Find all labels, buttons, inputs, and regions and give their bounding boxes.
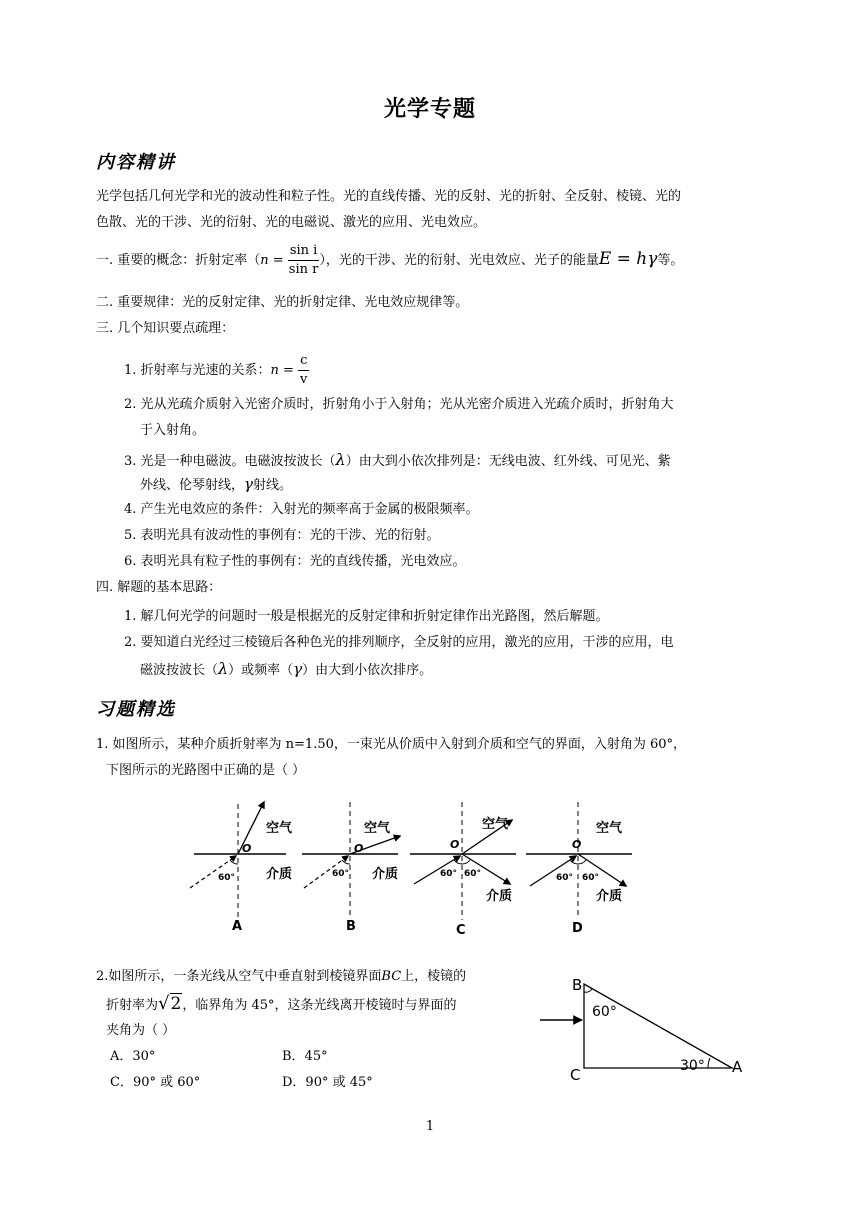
q2-option-c: C．90° 或 60° xyxy=(110,1075,201,1090)
item-4-2-text-c: ）由大到小依次排序。 xyxy=(302,663,433,678)
diagram-a-label: A xyxy=(232,919,243,934)
point-4: 四. 解题的基本思路： xyxy=(96,580,222,595)
item-3-2-line-2: 于入射角。 xyxy=(140,423,206,438)
vertex-b: B xyxy=(572,976,583,994)
intro-line-1: 光学包括几何光学和光的波动性和粒子性。光的直线传播、光的反射、光的折射、全反射、棱镜、光的 xyxy=(96,189,682,204)
diagram-a-medium: 介质 xyxy=(266,867,293,882)
vertex-a: A xyxy=(732,1058,743,1076)
q2-option-d: D．90° 或 45° xyxy=(282,1075,373,1090)
sqrt-symbol: √ xyxy=(158,993,170,1014)
item-3-1-prefix: 1. 折射率与光速的关系： xyxy=(124,363,271,378)
diagram-b-angle: 60° xyxy=(332,869,350,879)
diagram-c-medium: 介质 xyxy=(486,889,513,904)
sqrt-value: 2 xyxy=(170,994,182,1014)
q2-prism-diagram xyxy=(536,972,756,1086)
diagram-c xyxy=(410,802,516,938)
diagram-b xyxy=(302,802,400,934)
diagram-b-medium: 介质 xyxy=(372,867,399,882)
photon-energy: E = hγ xyxy=(598,249,658,269)
n-equals: n = xyxy=(260,253,284,268)
q1-line-1: 1. 如图所示，某种介质折射率为 n=1.50，一束光从价质中入射到介质和空气的界面，入射角为 60°， xyxy=(96,737,687,752)
q2-line-2 xyxy=(106,991,457,1019)
speed-fraction xyxy=(298,352,309,389)
item-3-3-line-2 xyxy=(140,471,292,499)
diagram-b-label: B xyxy=(346,919,356,934)
diagram-c-origin: O xyxy=(450,838,460,851)
item-3-3-text-b: ）由大到小依次排列是：无线电波、红外线、可见光、紫 xyxy=(345,454,671,469)
point-1-suffix: 等。 xyxy=(657,253,684,268)
diagram-d xyxy=(526,802,632,936)
item-3-1 xyxy=(124,352,309,389)
snell-denominator: sin r xyxy=(288,262,319,277)
q2-line-1 xyxy=(96,964,466,990)
item-4-2-line-2 xyxy=(140,656,432,684)
section-heading-exercises: 习题精选 xyxy=(96,699,176,720)
point-1-prefix: 一. 重要的概念：折射定率（ xyxy=(96,253,261,268)
intro-line-2: 色散、光的干涉、光的衍射、光的电磁说、激光的应用、光电效应。 xyxy=(96,215,487,230)
q2-bc: BC xyxy=(381,969,402,984)
item-4-1: 1. 解几何光学的问题时一般是根据光的反射定律和折射定律作出光路图，然后解题。 xyxy=(124,609,609,624)
diagram-c-air: 空气 xyxy=(482,817,509,832)
q2-option-b: B．45° xyxy=(282,1049,328,1064)
vertex-c: C xyxy=(570,1066,581,1084)
item-4-2-text-b: ）或频率（ xyxy=(228,663,294,678)
item-3-4: 4. 产生光电效应的条件：入射光的频率高于金属的极限频率。 xyxy=(124,502,479,517)
q2-text-a: 2.如图所示，一条光线从空气中垂直射到棱镜界面 xyxy=(96,969,382,984)
point-1-mid: ），光的干涉、光的衍射、光电效应、光子的能量 xyxy=(319,253,599,268)
q2-line-3: 夹角为（ ） xyxy=(106,1023,176,1038)
n-equals-2: n = xyxy=(270,363,294,378)
speed-denominator: v xyxy=(300,372,308,387)
lambda-symbol-2: λ xyxy=(218,659,229,678)
item-4-2-text-a: 磁波按波长（ xyxy=(140,663,219,678)
diagram-d-angle-right: 60° xyxy=(582,873,600,883)
q2-option-a: A．30° xyxy=(110,1049,156,1064)
diagram-a-angle: 60° xyxy=(218,873,236,883)
q2-text-b: 上，棱镜的 xyxy=(401,969,467,984)
prism-triangle xyxy=(584,984,732,1068)
item-3-2-line-1: 2. 光从光疏介质射入光密介质时，折射角小于入射角；光从光密介质进入光疏介质时，折射角大 xyxy=(124,397,674,412)
point-3: 三. 几个知识要点疏理： xyxy=(96,321,235,336)
diagram-c-angle-right: 60° xyxy=(464,869,482,879)
q2-text-c: 折射率为 xyxy=(106,998,159,1013)
angle-b-label: 60° xyxy=(592,1004,617,1020)
snell-fraction xyxy=(288,242,320,279)
diagram-d-air: 空气 xyxy=(596,821,623,836)
gamma-symbol-2: γ xyxy=(293,660,303,678)
diagram-c-label: C xyxy=(456,923,466,938)
lambda-symbol: λ xyxy=(335,450,346,469)
diagram-b-air: 空气 xyxy=(364,821,391,836)
item-3-3-text-c: 外线、伦琴射线， xyxy=(140,478,245,493)
item-3-6: 6. 表明光具有粒子性的事例有：光的直线传播，光电效应。 xyxy=(124,554,466,569)
item-4-2-line-1: 2. 要知道白光经过三棱镜后各种色光的排列顺序，全反射的应用，激光的应用，干涉的应用，电 xyxy=(124,635,674,650)
point-1 xyxy=(96,242,683,279)
diagram-d-label: D xyxy=(572,921,583,936)
point-2: 二. 重要规律：光的反射定律、光的折射定律、光电效应规律等。 xyxy=(96,295,469,310)
diagram-d-angle-left: 60° xyxy=(556,873,574,883)
snell-numerator: sin i xyxy=(288,242,320,261)
q2-text-d: ，临界角为 45°，这条光线离开棱镜时与界面的 xyxy=(182,998,457,1013)
diagram-d-origin: O xyxy=(572,838,582,851)
gamma-symbol: γ xyxy=(244,475,253,493)
q1-diagrams xyxy=(186,796,636,942)
item-3-3-text-d: 射线。 xyxy=(252,478,292,493)
diagram-a-origin: O xyxy=(242,842,252,855)
item-3-5: 5. 表明光具有波动性的事例有：光的干涉、光的衍射。 xyxy=(124,528,440,543)
diagram-c-angle-left: 60° xyxy=(440,869,458,879)
diagram-d-medium: 介质 xyxy=(596,889,623,904)
diagram-a xyxy=(190,802,293,934)
page-title: 光学专题 xyxy=(383,97,476,122)
angle-a-label: 30° xyxy=(680,1058,705,1074)
section-heading-content: 内容精讲 xyxy=(96,152,176,173)
diagram-b-origin: O xyxy=(354,842,364,855)
page-number: 1 xyxy=(425,1119,435,1134)
speed-numerator: c xyxy=(298,352,309,371)
q1-line-2: 下图所示的光路图中正确的是（ ） xyxy=(106,763,306,778)
diagram-a-air: 空气 xyxy=(266,821,293,836)
item-3-3-text-a: 3. 光是一种电磁波。电磁波按波长（ xyxy=(124,454,336,469)
